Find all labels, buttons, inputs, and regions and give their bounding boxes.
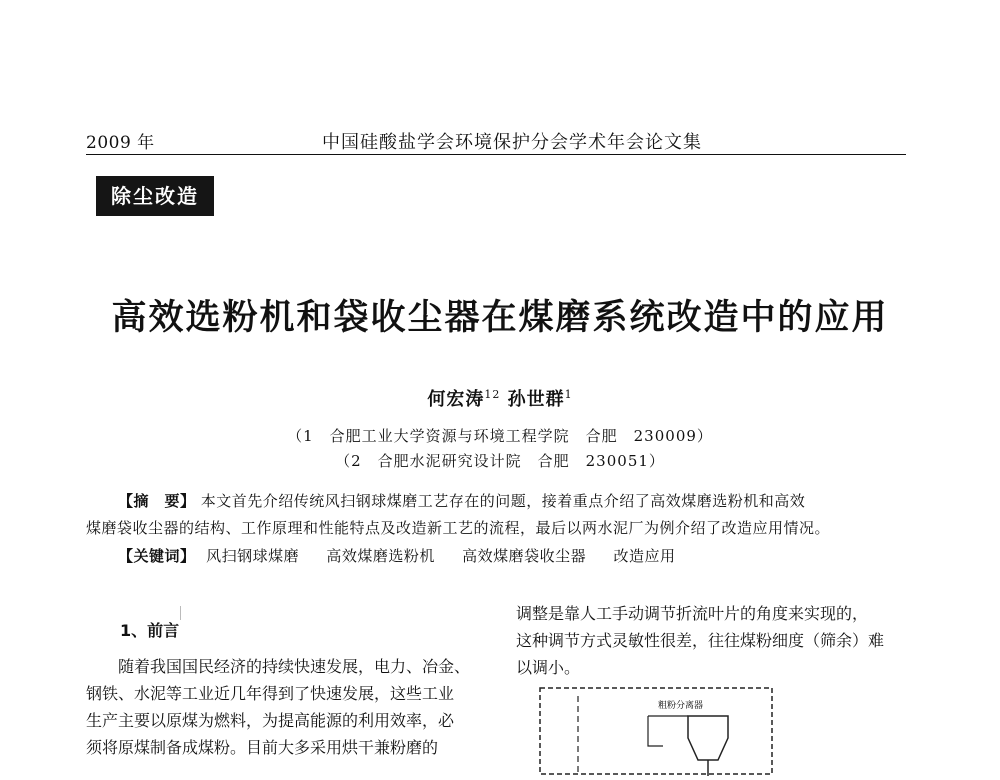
keyword: 风扫钢球煤磨 [206, 547, 300, 565]
duct-line [648, 716, 663, 746]
section-heading: 1、前言 [120, 621, 180, 640]
affiliation-2: （2 合肥水泥研究设计院 合肥 230051） [335, 452, 665, 470]
paper-title: 高效选粉机和袋收尘器在煤磨系统改造中的应用 [111, 297, 889, 338]
author-1: 何宏涛 [427, 389, 485, 410]
abstract-line-2: 煤磨袋收尘器的结构、工作原理和性能特点及改造新工艺的流程，最后以两水泥厂为例介绍了改造应用情况。 [86, 519, 831, 537]
separator-shape [688, 716, 728, 760]
process-diagram [538, 686, 788, 776]
section-tag: 除尘改造 [96, 176, 214, 216]
author-2-affil: 1 [564, 388, 573, 401]
proceedings-title: 中国硅酸盐学会环境保护分会学术年会论文集 [322, 132, 702, 153]
abstract [86, 488, 908, 542]
abstract-label: 【摘 要】 [118, 492, 196, 510]
author-1-affil: 12 [484, 388, 501, 401]
header-rule [86, 154, 906, 155]
separator-label: 粗粉分离器 [658, 701, 704, 711]
keyword: 高效煤磨袋收尘器 [462, 547, 587, 565]
header-year: 2009 年 [86, 133, 155, 153]
body-line: 生产主要以原煤为燃料，为提高能源的利用效率，必 [86, 711, 455, 730]
process-diagram-svg [538, 686, 788, 776]
keywords [118, 543, 697, 570]
body-line: 钢铁、水泥等工业近几年得到了快速发展，这些工业 [86, 684, 455, 703]
keyword: 改造应用 [613, 547, 676, 565]
left-column-body [86, 653, 491, 761]
abstract-text-1: 本文首先介绍传统风扫钢球煤磨工艺存在的问题，接着重点介绍了高效煤磨选粉机和高效 [200, 492, 806, 510]
body-line: 这种调节方式灵敏性很差，往往煤粉细度（筛余）难 [516, 631, 885, 650]
author-2: 孙世群 [507, 389, 565, 410]
affiliation-1: （1 合肥工业大学资源与环境工程学院 合肥 230009） [287, 427, 713, 445]
keyword: 高效煤磨选粉机 [326, 547, 435, 565]
authors [0, 385, 1000, 411]
body-line: 随着我国国民经济的持续快速发展，电力、冶金、 [118, 657, 471, 676]
body-line: 调整是靠人工手动调节折流叶片的角度来实现的， [516, 604, 869, 623]
diagram-boundary [540, 688, 772, 774]
keywords-label: 【关键词】 [118, 547, 196, 565]
right-column-body [516, 600, 914, 681]
column-divider [180, 606, 181, 620]
abstract-line-1 [86, 488, 908, 515]
body-line: 须将原煤制备成煤粉。目前大多采用烘干兼粉磨的 [86, 738, 439, 757]
body-line: 以调小。 [516, 658, 581, 677]
